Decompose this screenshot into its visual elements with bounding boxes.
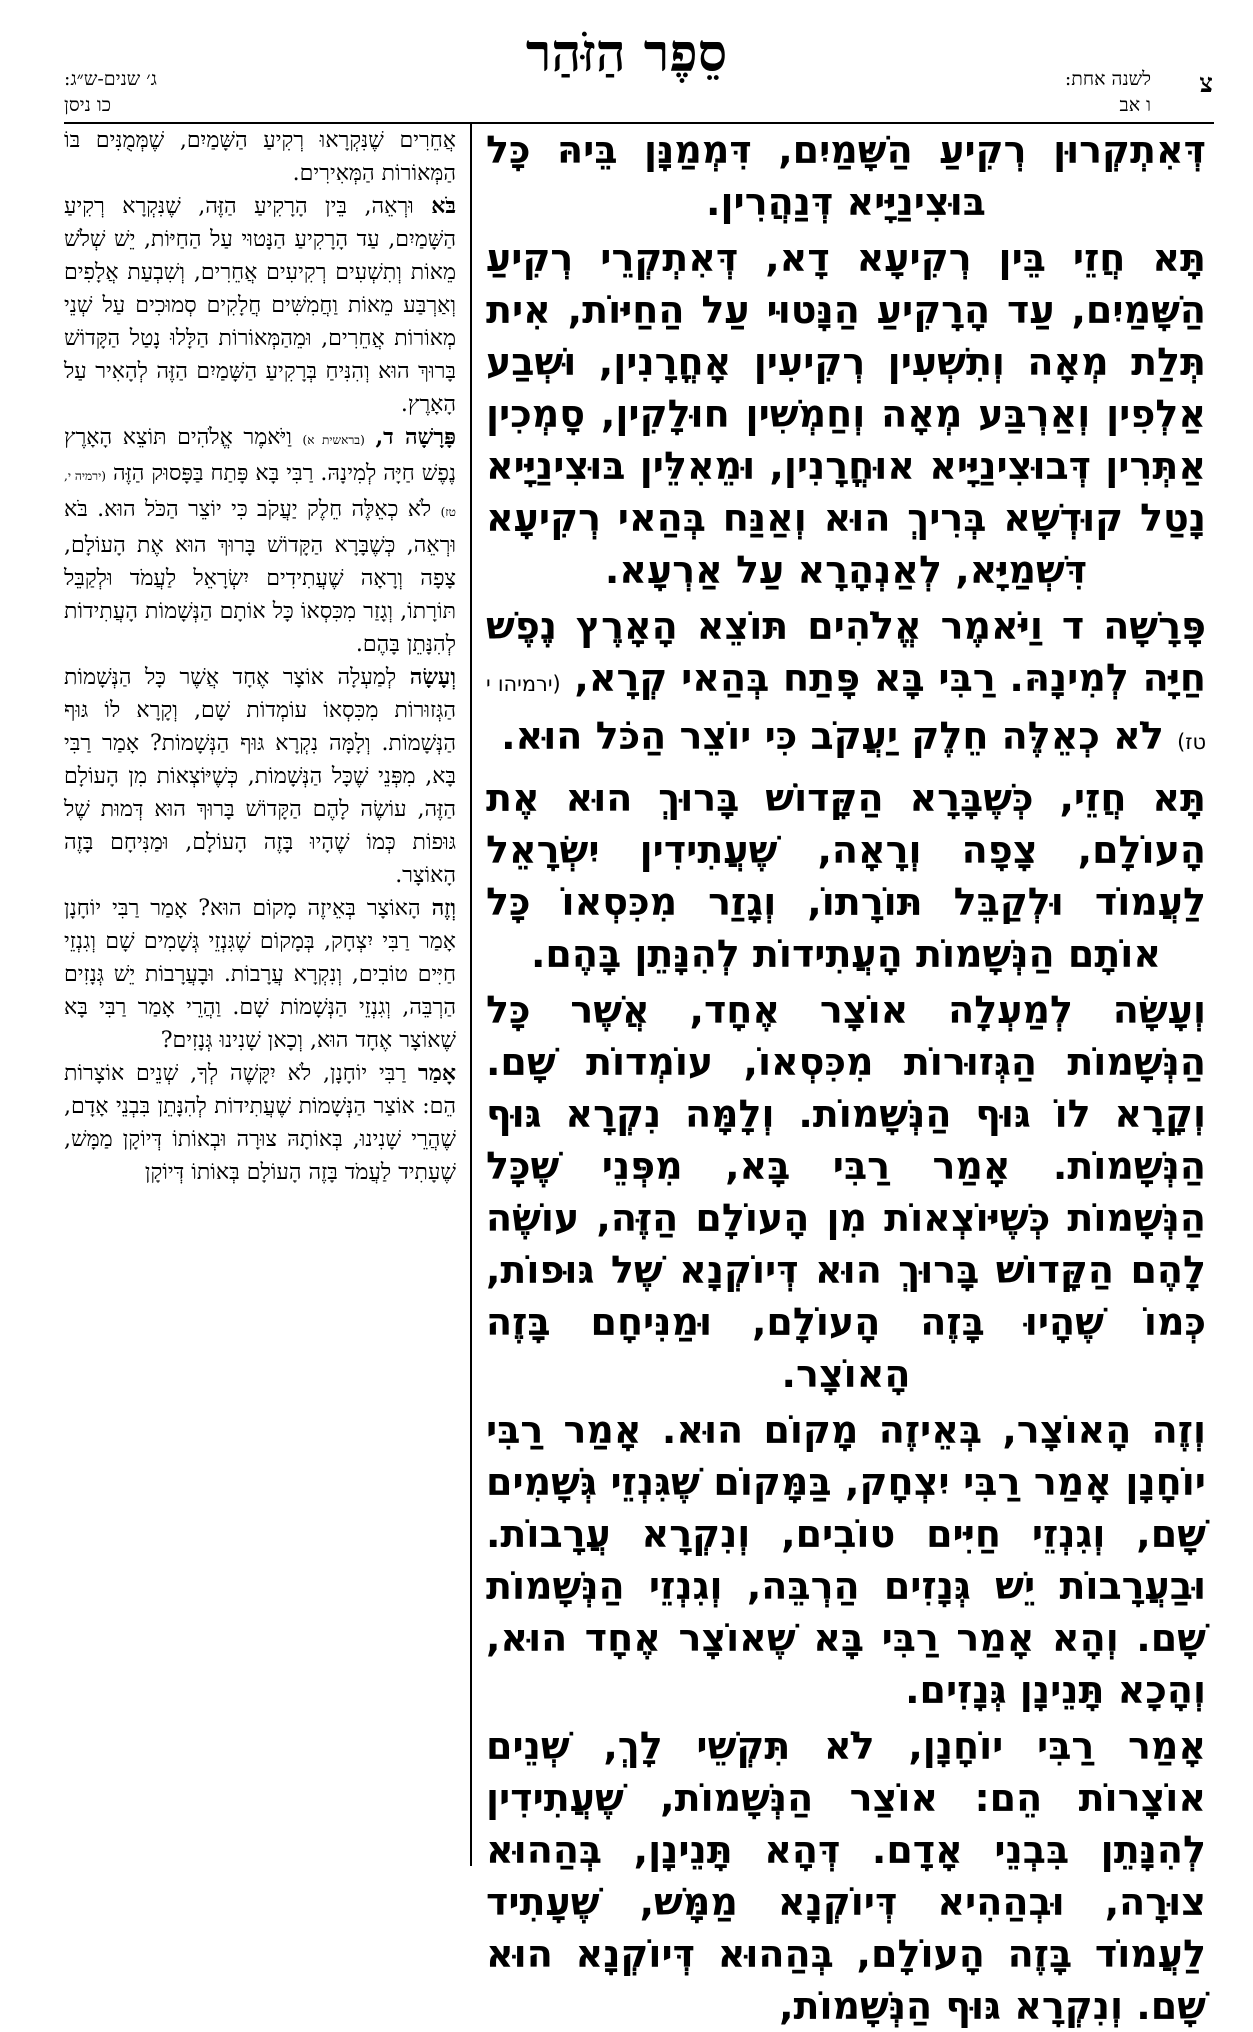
paragraph-text: הָאוֹצָר בְּאֵיזֶה מָקוֹם הוּא? אָמַר רַבִּי יוֹחָנָן אָמַר רַבִּי יִצְחָק, בְּמָקוֹם שֶׁגִּנְזֵי גְּשָׁמִים שָׁם וְגִנְזֵי חַיִּים טוֹבִים, וְנִקְרָא עֲרָבוֹת. וּבָעֲרָבוֹת יֵשׁ גְּנָזִים הַרְבֵּה, וְגִנְזֵי הַנְּשָׁמוֹת שָׁם. וַהֲרֵי אָמַר רַבִּי בָּא שֶׁאוֹצָר אֶחָד הוּא, וְכָאן שָׁנִינוּ גְּנָזִים? [64, 896, 456, 1053]
paragraph-text: וַיֹּאמֶר אֱלֹהִים תּוֹצֵא הָאָרֶץ נֶפֶשׁ חַיָּה לְמִינָהּ. רַבִּי בָּא פָּתַח בְּהַאי קְרָא, [486, 604, 1206, 700]
schedule-three-years-date: כו ניסן [64, 94, 111, 116]
paragraph-text: אֲחֵרִים שֶׁנִּקְרָאוּ רְקִיעַ הַשָּׁמַיִם, שֶׁמְּמֻנִּים בּוֹ הַמְּאוֹרוֹת הַמְּאִירִים. [64, 128, 456, 186]
header-left-info [64, 66, 284, 118]
paragraph-lead-word: וְזֶה [1151, 1408, 1206, 1452]
paragraph-text: דְּאִתְקְרוּן רְקִיעַ הַשָּׁמַיִם, דִּמְמַנָּן בֵּיהּ כָּל בּוּצִינַיָּיא דְּנַהֲרִין. [486, 128, 1206, 224]
paragraph-text: וַיֹּאמֶר אֱלֹהִים תּוֹצֵא הָאָרֶץ נֶפֶשׁ חַיָּה לְמִינָהּ. רַבִּי בָּא פָּתַח בַּפָּסוּק הַזֶּה [64, 425, 456, 486]
schedule-three-years-label: ג׳ שנים-ש״ג: [64, 68, 157, 90]
paragraph-text: לְמַעְלָה אוֹצָר אֶחָד אֲשֶׁר כָּל הַנְּשָׁמוֹת הַגְּזוּרוֹת מִכִּסְאוֹ עוֹמְדוֹת שָׁם, וְקָרָא לוֹ גּוּף הַנְּשָׁמוֹת. וְלָמָּה נִקְרָא גּוּף הַנְּשָׁמוֹת? אָמַר רַבִּי בָּא, מִפְּנֵי שֶׁכָּל הַנְּשָׁמוֹת, כְּשֶׁיּוֹצְאוֹת מִן הָעוֹלָם הַזֶּה, עוֹשֶׂה לָהֶם הַקָּדוֹשׁ בָּרוּךְ הוּא דְּמוּת שֶׁל גּוּפוֹת כְּמוֹ שֶׁהָיוּ בָּזֶה הָעוֹלָם, וּמַנִּיחָם בָּזֶה הָאוֹצָר. [64, 665, 456, 888]
aramaic-paragraph [486, 232, 1206, 596]
paragraph-lead-word: פָּרָשָׁה ד [1061, 604, 1206, 648]
book-title: סֵפֶר הַזֹּהַר [525, 23, 728, 84]
schedule-one-year-label: לשנה אחת: [1064, 68, 1151, 90]
translation-column [64, 124, 456, 1866]
paragraph-lead-word: תָּא [1152, 236, 1206, 280]
verse-reference: (ירמיה י, טז) [64, 469, 456, 519]
paragraph-text: חֲזֵי בֵּין רְקִיעָא דָא, דְּאִתְקְרֵי רְקִיעַ הַשָּׁמַיִם, עַד הָרָקִיעַ הַנָּטוּי עַל הַחַיּוֹת, אִית תְּלַת מְאָה וְתִשְׁעִין רְקִיעִין אָחֳרָנִין, וּשְׁבַע אַלְפִין וְאַרְבַּע מְאָה וְחַמְשִׁין חוּלָקִין, סָמְכִין אַתְּרִין דְּבוּצִינַיָּיא אוּחֳרָנִין, וּמֵאִלֵּין בּוּצִינַיָּיא נָטַל קוּדְשָׁא בְּרִיךְ הוּא וְאַנַּח בְּהַאי רְקִיעָא דִּשְׁמַיָּא, לְאַנְהָרָא עַל אַרְעָא. [486, 236, 1206, 592]
paragraph-lead-word: וְעָשָׂה [409, 664, 456, 690]
paragraph-lead-word: אָמַר [418, 1060, 456, 1086]
translation-paragraph [64, 661, 456, 892]
paragraph-lead-word: תָּא [1152, 776, 1206, 820]
verse-reference: (ירמיהו י טז) [486, 672, 1206, 754]
aramaic-paragraph [486, 772, 1206, 980]
paragraph-lead-word: אָמַר [1127, 1724, 1206, 1768]
aramaic-paragraph [486, 1720, 1206, 2032]
paragraph-text: הָאוֹצָר, בְּאֵיזֶה מָקוֹם הוּא. אָמַר רַבִּי יוֹחָנָן אָמַר רַבִּי יִצְחָק, בַּמָּקוֹם שֶׁגִּנְזֵי גְּשָׁמִים שָׁם, וְגִנְזֵי חַיִּים טוֹבִים, וְנִקְרָא עֲרָבוֹת. וּבַעֲרָבוֹת יֵשׁ גְּנָזִים הַרְבֵּה, וְגִנְזֵי הַנְּשָׁמוֹת שָׁם. וְהָא אָמַר רַבִּי בָּא שֶׁאוֹצָר אֶחָד הוּא, וְהָכָא תָּנֵינָן גְּנָזִים. [486, 1408, 1206, 1712]
header-right-info [971, 66, 1151, 118]
paragraph-lead-word: פָּרָשָׁה ד, [375, 424, 456, 450]
paragraph-text: רַבִּי יוֹחָנָן, לֹא יִקָּשֶׁה לְךָ, שְׁנֵים אוֹצָרוֹת הֵם: אוֹצַר הַנְּשָׁמוֹת שֶׁעֲתִידוֹת לְהִנָּתֵן בִּבְנֵי אָדָם, שֶׁהֲרֵי שָׁנִינוּ, בְּאוֹתָהּ צוּרָה וּבְאוֹתוֹ דְּיוֹקָן מַמָּשׁ, שֶׁעָתִיד לַעֲמֹד בָּזֶה הָעוֹלָם בְּאוֹתוֹ דְּיוֹקָן [64, 1061, 456, 1185]
paragraph-text: לֹא כְאֵלֶּה חֵלֶק יַעֲקֹב כִּי יוֹצֵר הַכֹּל הוּא. בֹּא וּרְאֵה, כְּשֶׁבָּרָא הַקָּדוֹשׁ בָּרוּךְ הוּא אֶת הָעוֹלָם, צָפָה וְרָאָה שֶׁעֲתִידִים יִשְׂרָאֵל לַעֲמֹד וּלְקַבֵּל תּוֹרָתוֹ, וְגָזַר מִכִּסְאוֹ כָּל אוֹתָם הַנְּשָׁמוֹת הָעֲתִידוֹת לְהִנָּתֵן בָּהֶם. [64, 497, 456, 657]
translation-paragraph [64, 190, 456, 421]
page-number: צ [1199, 69, 1213, 99]
paragraph-text: רַבִּי יוֹחָנָן, לֹא תִּקְשֵׁי לָךְ, שְׁנֵים אוֹצָרוֹת הֵם: אוֹצַר הַנְּשָׁמוֹת, שֶׁעֲתִידִין לְהִנָּתֵן בִּבְנֵי אָדָם. דְּהָא תָּנֵינָן, בְּהַהוּא צוּרָה, וּבְהַהִיא דְּיוֹקְנָא מַמָּשׁ, שֶׁעָתִיד לַעֲמוֹד בָּזֶה הָעוֹלָם, בְּהַהוּא דְּיוֹקְנָא הוּא שָׁם. וְנִקְרָא גּוּף הַנְּשָׁמוֹת, [486, 1724, 1206, 2028]
column-divider [470, 124, 472, 1866]
aramaic-paragraph [486, 600, 1206, 768]
paragraph-text: לְמַעְלָה אוֹצָר אֶחָד, אֲשֶׁר כָּל הַנְּשָׁמוֹת הַגְּזוּרוֹת מִכִּסְאוֹ, עוֹמְדוֹת שָׁם. וְקָרָא לוֹ גּוּף הַנְּשָׁמוֹת. וְלָמָּה נִקְרָא גּוּף הַנְּשָׁמוֹת. אָמַר רַבִּי בָּא, מִפְּנֵי שֶׁכָּל הַנְּשָׁמוֹת כְּשֶׁיּוֹצְאוֹת מִן הָעוֹלָם הַזֶּה, עוֹשֶׂה לָהֶם הַקָּדוֹשׁ בָּרוּךְ הוּא דְּיוֹקְנָא שֶׁל גּוּפוֹת, כְּמוֹ שֶׁהָיוּ בָּזֶה הָעוֹלָם, וּמַנִּיחָם בָּזֶה הָאוֹצָר. [486, 988, 1206, 1396]
translation-paragraph [64, 892, 456, 1057]
verse-reference: (בראשית א) [302, 433, 365, 447]
translation-paragraph [64, 1057, 456, 1189]
translation-paragraph [64, 124, 456, 190]
paragraph-text: לֹא כְאֵלֶּה חֵלֶק יַעֲקֹב כִּי יוֹצֵר הַכֹּל הוּא. [501, 714, 1178, 758]
aramaic-paragraph [486, 1404, 1206, 1716]
paragraph-text: וּרְאֵה, בֵּין הָרָקִיעַ הַזֶּה, שֶׁנִּקְרָא רְקִיעַ הַשָּׁמַיִם, עַד הָרָקִיעַ הַנָּטוּי עַל הַחַיּוֹת, יֵשׁ שְׁלֹשׁ מֵאוֹת וְתִשְׁעִים רְקִיעִים אֲחֵרִים, וְשִׁבְעַת אֲלָפִים וְאַרְבַּע מֵאוֹת וַחֲמִשִּׁים חֲלָקִים סְמוּכִים עַל שְׁנֵי מְאוֹרוֹת אֲחֵרִים, וּמֵהַמְּאוֹרוֹת הַלָּלוּ נָטַל הַקָּדוֹשׁ בָּרוּךְ הוּא וְהִנִּיחַ בְּרָקִיעַ הַשָּׁמַיִם הַזֶּה לְהָאִיר עַל הָאָרֶץ. [64, 194, 456, 417]
paragraph-lead-word: וְעָשָׂה [1112, 988, 1206, 1032]
schedule-one-year-date: ו אב [1119, 94, 1151, 116]
translation-paragraph [64, 421, 456, 661]
paragraph-lead-word: וְזֶה [431, 895, 456, 921]
paragraph-lead-word: בֹּא [431, 193, 456, 219]
aramaic-paragraph [486, 124, 1206, 228]
paragraph-text: חֲזֵי, כְּשֶׁבָּרָא הַקָּדוֹשׁ בָּרוּךְ הוּא אֶת הָעוֹלָם, צָפָה וְרָאָה, שֶׁעֲתִידִין יִשְׂרָאֵל לַעֲמוֹד וּלְקַבֵּל תּוֹרָתוֹ, וְגָזַר מִכִּסְאוֹ כָּל אוֹתָם הַנְּשָׁמוֹת הָעֲתִידוֹת לְהִנָּתֵן בָּהֶם. [486, 776, 1206, 976]
aramaic-column [486, 124, 1206, 2028]
aramaic-paragraph [486, 984, 1206, 1400]
